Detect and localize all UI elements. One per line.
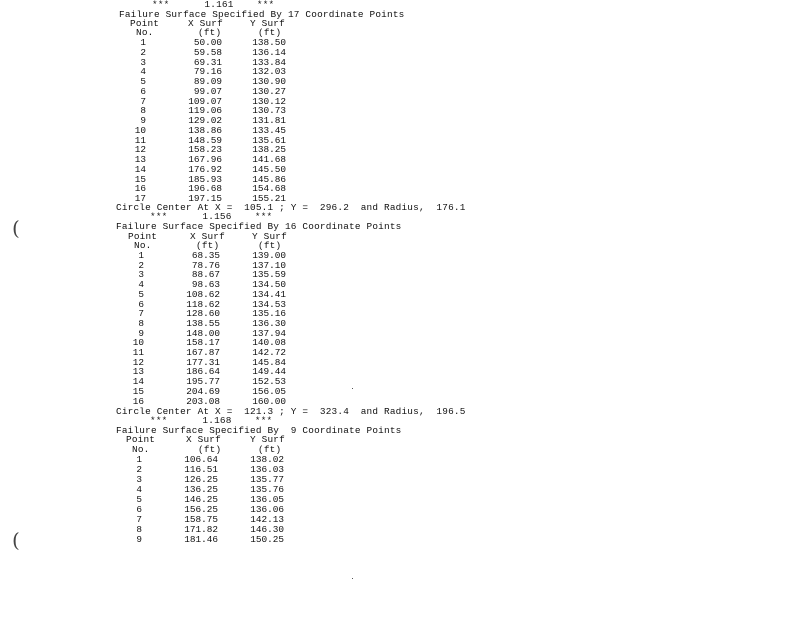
y-surf-cell: 135.61 [252, 134, 286, 146]
x-surf-cell: 109.07 [188, 95, 222, 107]
x-surf-cell: 108.62 [186, 288, 220, 300]
column-header-no: No. [132, 444, 150, 455]
x-surf-cell: 69.31 [193, 56, 222, 68]
x-surf-cell: 185.93 [188, 173, 222, 185]
x-surf-cell: 99.07 [193, 85, 222, 97]
scan-speck [352, 578, 353, 579]
x-surf-cell: 167.96 [188, 154, 222, 165]
y-surf-cell: 132.03 [252, 66, 286, 78]
point-number-cell: 10 [134, 124, 146, 136]
y-surf-cell: 142.72 [252, 347, 286, 358]
y-surf-cell: 145.84 [252, 356, 286, 368]
x-surf-cell: 68.35 [191, 250, 220, 261]
point-number-cell: 6 [140, 85, 146, 97]
hole-punch-mark: ( [12, 216, 20, 240]
y-surf-cell: 131.81 [252, 115, 286, 126]
y-surf-cell: 140.08 [252, 337, 286, 349]
x-surf-cell: 59.58 [193, 46, 222, 58]
column-header-y: Y Surf [250, 18, 285, 29]
column-unit-y: (ft) [258, 444, 282, 455]
x-surf-cell: 195.77 [186, 376, 220, 388]
point-number-cell: 11 [132, 347, 144, 358]
y-surf-cell: 145.86 [252, 173, 286, 185]
y-surf-cell: 130.90 [252, 76, 286, 87]
x-surf-cell: 156.25 [184, 504, 218, 515]
column-header-x: X Surf [190, 231, 225, 242]
column-header-point: Point [126, 434, 156, 445]
y-surf-cell: 146.30 [250, 524, 284, 535]
y-surf-cell: 138.50 [252, 37, 286, 48]
column-unit-y: (ft) [258, 240, 282, 251]
x-surf-cell: 129.02 [188, 115, 222, 126]
y-surf-cell: 137.10 [252, 259, 286, 271]
point-number-cell: 16 [132, 395, 144, 407]
y-surf-cell: 156.05 [252, 385, 286, 397]
x-surf-cell: 116.51 [184, 464, 218, 475]
x-surf-cell: 167.87 [186, 347, 220, 358]
y-surf-cell: 130.73 [252, 105, 286, 117]
y-surf-cell: 130.27 [252, 85, 286, 97]
point-number-cell: 1 [140, 37, 146, 48]
y-surf-cell: 160.00 [252, 395, 286, 407]
point-number-cell: 4 [140, 66, 146, 78]
x-surf-cell: 89.09 [193, 76, 222, 87]
failure-surface-title: Failure Surface Specified By 9 Coordinate Points [116, 425, 402, 436]
point-number-cell: 4 [138, 279, 144, 291]
point-number-cell: 12 [134, 144, 146, 156]
point-number-cell: 8 [138, 317, 144, 329]
x-surf-cell: 78.76 [191, 259, 220, 271]
point-number-cell: 4 [136, 484, 142, 495]
y-surf-cell: 130.12 [252, 95, 286, 107]
x-surf-cell: 50.00 [193, 37, 222, 48]
point-number-cell: 8 [140, 105, 146, 117]
x-surf-cell: 203.08 [186, 395, 220, 407]
y-surf-cell: 155.21 [252, 193, 286, 204]
point-number-cell: 2 [136, 464, 142, 475]
y-surf-cell: 133.45 [252, 124, 286, 136]
y-surf-cell: 154.68 [252, 183, 286, 195]
x-surf-cell: 196.68 [188, 183, 222, 195]
x-surf-cell: 148.00 [186, 327, 220, 339]
point-number-cell: 16 [134, 183, 146, 195]
point-number-cell: 3 [136, 474, 142, 485]
point-number-cell: 7 [136, 514, 142, 525]
point-number-cell: 2 [138, 259, 144, 271]
x-surf-cell: 197.15 [188, 193, 222, 204]
y-surf-cell: 134.41 [252, 288, 286, 300]
point-number-cell: 5 [138, 288, 144, 300]
point-number-cell: 5 [136, 494, 142, 505]
y-surf-cell: 135.59 [252, 269, 286, 281]
y-surf-cell: 136.14 [252, 46, 286, 58]
safety-factor-header: *** 1.156 *** [150, 211, 273, 222]
y-surf-cell: 136.03 [250, 464, 284, 475]
safety-factor-header: *** 1.168 *** [150, 415, 273, 426]
circle-center-line: Circle Center At X = 121.3 ; Y = 323.4 and Radius, 196.5 [116, 406, 466, 417]
point-number-cell: 17 [134, 193, 146, 204]
y-surf-cell: 135.77 [250, 474, 284, 485]
column-unit-y: (ft) [258, 27, 282, 38]
x-surf-cell: 119.06 [188, 105, 222, 117]
y-surf-cell: 150.25 [250, 534, 284, 545]
y-surf-cell: 138.25 [252, 144, 286, 156]
point-number-cell: 2 [140, 46, 146, 58]
x-surf-cell: 138.55 [186, 317, 220, 329]
y-surf-cell: 134.53 [252, 298, 286, 310]
y-surf-cell: 141.68 [252, 154, 286, 165]
y-surf-cell: 133.84 [252, 56, 286, 68]
x-surf-cell: 88.67 [191, 269, 220, 281]
point-number-cell: 6 [138, 298, 144, 310]
y-surf-cell: 142.13 [250, 514, 284, 525]
y-surf-cell: 139.00 [252, 250, 286, 261]
point-number-cell: 1 [136, 454, 142, 465]
y-surf-cell: 134.50 [252, 279, 286, 291]
column-unit-x: (ft) [198, 444, 222, 455]
point-number-cell: 1 [138, 250, 144, 261]
x-surf-cell: 171.82 [184, 524, 218, 535]
column-header-x: X Surf [186, 434, 221, 445]
failure-surface-title: Failure Surface Specified By 17 Coordinate Points [119, 9, 405, 20]
x-surf-cell: 106.64 [184, 454, 218, 465]
y-surf-cell: 136.30 [252, 317, 286, 329]
x-surf-cell: 138.86 [188, 124, 222, 136]
failure-surface-title: Failure Surface Specified By 16 Coordinate Points [116, 221, 402, 232]
point-number-cell: 3 [138, 269, 144, 281]
column-header-no: No. [136, 27, 154, 38]
column-header-y: Y Surf [250, 434, 285, 445]
point-number-cell: 9 [140, 115, 146, 126]
x-surf-cell: 181.46 [184, 534, 218, 545]
point-number-cell: 10 [132, 337, 144, 349]
point-number-cell: 15 [132, 385, 144, 397]
point-number-cell: 5 [140, 76, 146, 87]
y-surf-cell: 138.02 [250, 454, 284, 465]
point-number-cell: 11 [134, 134, 146, 146]
y-surf-cell: 135.16 [252, 308, 286, 320]
x-surf-cell: 126.25 [184, 474, 218, 485]
point-number-cell: 13 [134, 154, 146, 165]
point-number-cell: 7 [140, 95, 146, 107]
x-surf-cell: 176.92 [188, 163, 222, 175]
column-header-point: Point [128, 231, 158, 242]
y-surf-cell: 137.94 [252, 327, 286, 339]
x-surf-cell: 79.16 [193, 66, 222, 78]
x-surf-cell: 146.25 [184, 494, 218, 505]
point-number-cell: 12 [132, 356, 144, 368]
point-number-cell: 7 [138, 308, 144, 320]
x-surf-cell: 98.63 [191, 279, 220, 291]
column-header-x: X Surf [188, 18, 223, 29]
y-surf-cell: 136.06 [250, 504, 284, 515]
x-surf-cell: 186.64 [186, 366, 220, 378]
column-header-point: Point [130, 18, 160, 29]
point-number-cell: 15 [134, 173, 146, 185]
x-surf-cell: 158.17 [186, 337, 220, 349]
point-number-cell: 14 [132, 376, 144, 388]
point-number-cell: 9 [136, 534, 142, 545]
x-surf-cell: 158.23 [188, 144, 222, 156]
point-number-cell: 8 [136, 524, 142, 535]
safety-factor-header: *** 1.161 *** [152, 0, 275, 10]
x-surf-cell: 177.31 [186, 356, 220, 368]
x-surf-cell: 118.62 [186, 298, 220, 310]
y-surf-cell: 135.76 [250, 484, 284, 495]
column-unit-x: (ft) [196, 240, 220, 251]
x-surf-cell: 204.69 [186, 385, 220, 397]
scan-speck [352, 388, 353, 389]
point-number-cell: 6 [136, 504, 142, 515]
y-surf-cell: 152.53 [252, 376, 286, 388]
x-surf-cell: 148.59 [188, 134, 222, 146]
point-number-cell: 14 [134, 163, 146, 175]
x-surf-cell: 136.25 [184, 484, 218, 495]
x-surf-cell: 128.60 [186, 308, 220, 320]
point-number-cell: 13 [132, 366, 144, 378]
point-number-cell: 9 [138, 327, 144, 339]
column-header-y: Y Surf [252, 231, 287, 242]
y-surf-cell: 145.50 [252, 163, 286, 175]
y-surf-cell: 136.05 [250, 494, 284, 505]
circle-center-line: Circle Center At X = 105.1 ; Y = 296.2 and Radius, 176.1 [116, 202, 466, 213]
x-surf-cell: 158.75 [184, 514, 218, 525]
column-header-no: No. [134, 240, 152, 251]
point-number-cell: 3 [140, 56, 146, 68]
y-surf-cell: 149.44 [252, 366, 286, 378]
column-unit-x: (ft) [198, 27, 222, 38]
hole-punch-mark: ( [12, 528, 20, 552]
